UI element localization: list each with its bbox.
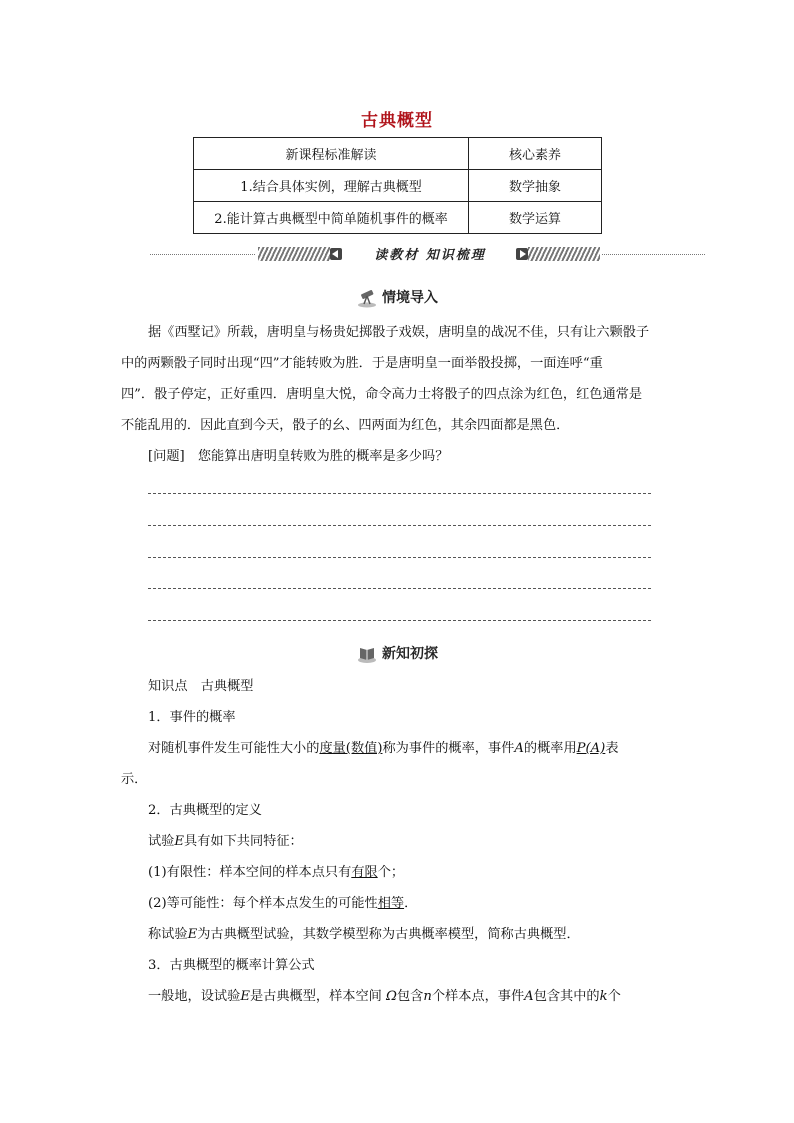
book-icon — [356, 644, 378, 664]
table-row — [194, 170, 602, 202]
knowledge-point-title: 知识点 古典概型 — [148, 679, 254, 694]
arrow-right-icon — [516, 248, 528, 260]
hatched-band — [258, 247, 330, 261]
scenario-paragraph — [121, 317, 677, 472]
hatched-band — [528, 247, 600, 261]
page-title: 古典概型 — [361, 111, 433, 131]
table-cell: 1.结合具体实例，理解古典概型 — [194, 170, 469, 202]
section-heading-text: 情境导入 — [382, 290, 438, 306]
item-text: 对随机事件发生可能性大小的度量(数值)称为事件的概率，事件A的概率用P(A)表 — [148, 741, 619, 756]
table-header-row — [194, 138, 602, 170]
answer-line — [148, 557, 651, 558]
paragraph-line: 中的两颗骰子同时出现“四”才能转败为胜．于是唐明皇一面举骰投掷，一面连呼“重 — [121, 356, 603, 371]
item-text: 示． — [121, 772, 148, 787]
table-cell: 数学运算 — [469, 202, 602, 234]
table-header-cell: 核心素养 — [469, 138, 602, 170]
table-header-cell: 新课程标准解读 — [194, 138, 469, 170]
answer-line — [148, 525, 651, 526]
standards-table — [193, 137, 602, 234]
arrow-left-icon — [330, 248, 342, 260]
knowledge-section — [121, 671, 677, 1012]
table-cell: 数学抽象 — [469, 170, 602, 202]
fill-in-answer: 度量(数值) — [319, 741, 383, 756]
item-text: (1)有限性：样本空间的样本点只有有限个； — [148, 865, 405, 880]
dotted-rule — [602, 254, 705, 255]
item-text: 称试验E为古典概型试验，其数学模型称为古典概率模型，简称古典概型． — [148, 927, 580, 942]
answer-line — [148, 493, 651, 494]
fill-in-answer: 相等 — [377, 896, 405, 911]
section-heading-text: 新知初探 — [382, 646, 438, 662]
paragraph-line: 四”．骰子停定，正好重四．唐明皇大悦，命令高力士将骰子的四点涂为红色，红色通常是 — [121, 387, 643, 402]
item-text: 试验E具有如下共同特征： — [148, 834, 303, 849]
item-text: (2)等可能性：每个样本点发生的可能性相等． — [148, 896, 418, 911]
item-title: 1．事件的概率 — [148, 710, 236, 725]
section-divider — [150, 244, 705, 266]
item-text: 一般地，设试验E是古典概型，样本空间 Ω包含n个样本点，事件A包含其中的k个 — [148, 989, 621, 1004]
dotted-rule — [150, 254, 255, 255]
table-row — [194, 202, 602, 234]
paragraph-line: 据《西墅记》所载，唐明皇与杨贵妃掷骰子戏娱，唐明皇的战况不佳，只有让六颗骰子 — [148, 325, 650, 340]
paragraph-line: 不能乱用的．因此直到今天，骰子的幺、四两面为红色，其余四面都是黑色． — [121, 418, 570, 433]
answer-line — [148, 588, 651, 589]
fill-in-answer: P(A) — [576, 741, 606, 756]
answer-line — [148, 620, 651, 621]
fill-in-answer: 有限 — [351, 865, 378, 880]
item-title: 2．古典概型的定义 — [148, 803, 262, 818]
telescope-icon — [356, 288, 378, 308]
table-cell: 2.能计算古典概型中简单随机事件的概率 — [194, 202, 469, 234]
section-heading-scenario — [0, 287, 794, 308]
question-line: [问题] 您能算出唐明皇转败为胜的概率是多少吗？ — [148, 449, 449, 464]
divider-label: 读教材 知识梳理 — [374, 248, 486, 263]
item-title: 3．古典概型的概率计算公式 — [148, 958, 315, 973]
section-heading-new-knowledge — [0, 643, 794, 664]
